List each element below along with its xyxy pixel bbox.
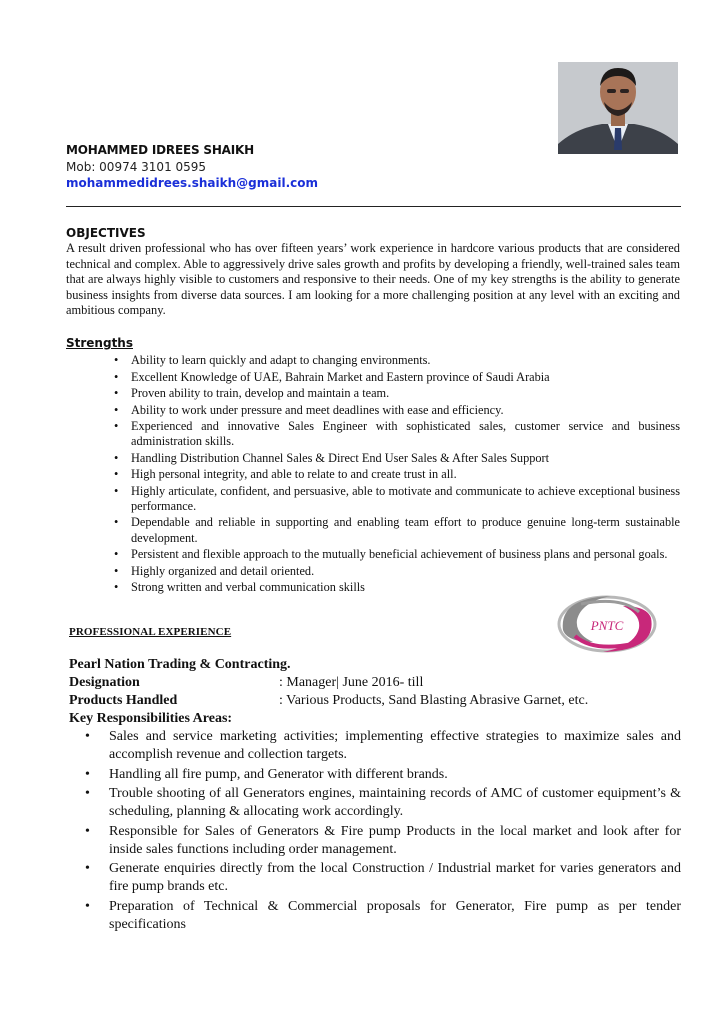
list-item: • Handling all fire pump, and Generator with different brands. — [109, 766, 681, 784]
list-item: • Excellent Knowledge of UAE, Bahrain Market and Eastern province of Saudi Arabia — [131, 370, 680, 385]
mobile-number: Mob: 00974 3101 0595 — [66, 160, 207, 174]
list-item: • Generate enquiries directly from the local Construction / Industrial market for varies generators and fire pump brands etc. — [109, 860, 681, 896]
logo-text: PNTC — [590, 618, 624, 633]
list-item: • Highly organized and detail oriented. — [131, 564, 680, 579]
pntc-logo-icon — [553, 590, 661, 658]
portrait-image — [558, 62, 678, 154]
strengths-section — [66, 335, 680, 597]
list-item: • Sales and service marketing activities; implementing effective strategies to maximize sales and accomplish revenue and collection targets. — [109, 728, 681, 764]
strengths-list — [66, 353, 680, 595]
responsibilities-list — [69, 728, 681, 934]
designation-row — [69, 674, 681, 692]
candidate-name: MOHAMMED IDREES SHAIKH — [66, 143, 254, 157]
list-item: • Experienced and innovative Sales Engineer with sophisticated sales, customer service and business administration skills. — [131, 419, 680, 449]
list-item: • High personal integrity, and able to relate to and create trust in all. — [131, 467, 680, 482]
contact-header — [66, 142, 318, 192]
list-item: • Preparation of Technical & Commercial proposals for Generator, Fire pump as per tender specifications — [109, 898, 681, 934]
objectives-section — [66, 225, 680, 319]
experience-section — [69, 656, 681, 935]
objectives-heading: OBJECTIVES — [66, 226, 146, 240]
products-value: : Various Products, Sand Blasting Abrasive Garnet, etc. — [279, 693, 589, 708]
email-link[interactable]: mohammedidrees.shaikh@gmail.com — [66, 176, 318, 190]
designation-label: Designation — [69, 675, 140, 690]
company-name: Pearl Nation Trading & Contracting. — [69, 657, 291, 672]
list-item: • Highly articulate, confident, and persuasive, able to motivate and communicate to achieve exceptional business performance. — [131, 484, 680, 514]
profile-photo — [558, 62, 678, 154]
list-item: • Strong written and verbal communication skills — [131, 580, 680, 595]
list-item: • Ability to learn quickly and adapt to changing environments. — [131, 353, 680, 368]
list-item: • Responsible for Sales of Generators & Fire pump Products in the local market and look after for inside sales functions including order management. — [109, 823, 681, 859]
objectives-text: A result driven professional who has over fifteen years’ work experience in hardcore various products that are considered technical and complex. Able to aggressively drive sales growth and profits by developing a friendly, well-trained sales team that are always highly visible to customers and responsive to their needs. One of my key strengths is the ability to generate business insights from diverse data sources. I am looking for a more challenging position at any level with an exciting and ambitious company. — [66, 241, 680, 318]
experience-heading: PROFESSIONAL EXPERIENCE — [69, 626, 232, 638]
products-row — [69, 692, 681, 710]
list-item: • Ability to work under pressure and meet deadlines with ease and efficiency. — [131, 403, 680, 418]
list-item: • Persistent and flexible approach to the mutually beneficial achievement of business plans and personal goals. — [131, 547, 680, 562]
list-item: • Dependable and reliable in supporting and enabling team effort to produce genuine long-term sustainable development. — [131, 515, 680, 545]
designation-value: : Manager| June 2016- till — [279, 675, 424, 690]
responsibilities-heading: Key Responsibilities Areas: — [69, 711, 233, 726]
list-item: • Handling Distribution Channel Sales & Direct End User Sales & After Sales Support — [131, 451, 680, 466]
strengths-heading: Strengths — [66, 336, 133, 350]
list-item: • Proven ability to train, develop and maintain a team. — [131, 386, 680, 401]
header-divider — [66, 206, 681, 207]
products-label: Products Handled — [69, 693, 178, 708]
list-item: • Trouble shooting of all Generators engines, maintaining records of AMC of customer equipment’s & scheduling, planning & allocating work accordingly. — [109, 785, 681, 821]
company-logo — [553, 590, 661, 658]
